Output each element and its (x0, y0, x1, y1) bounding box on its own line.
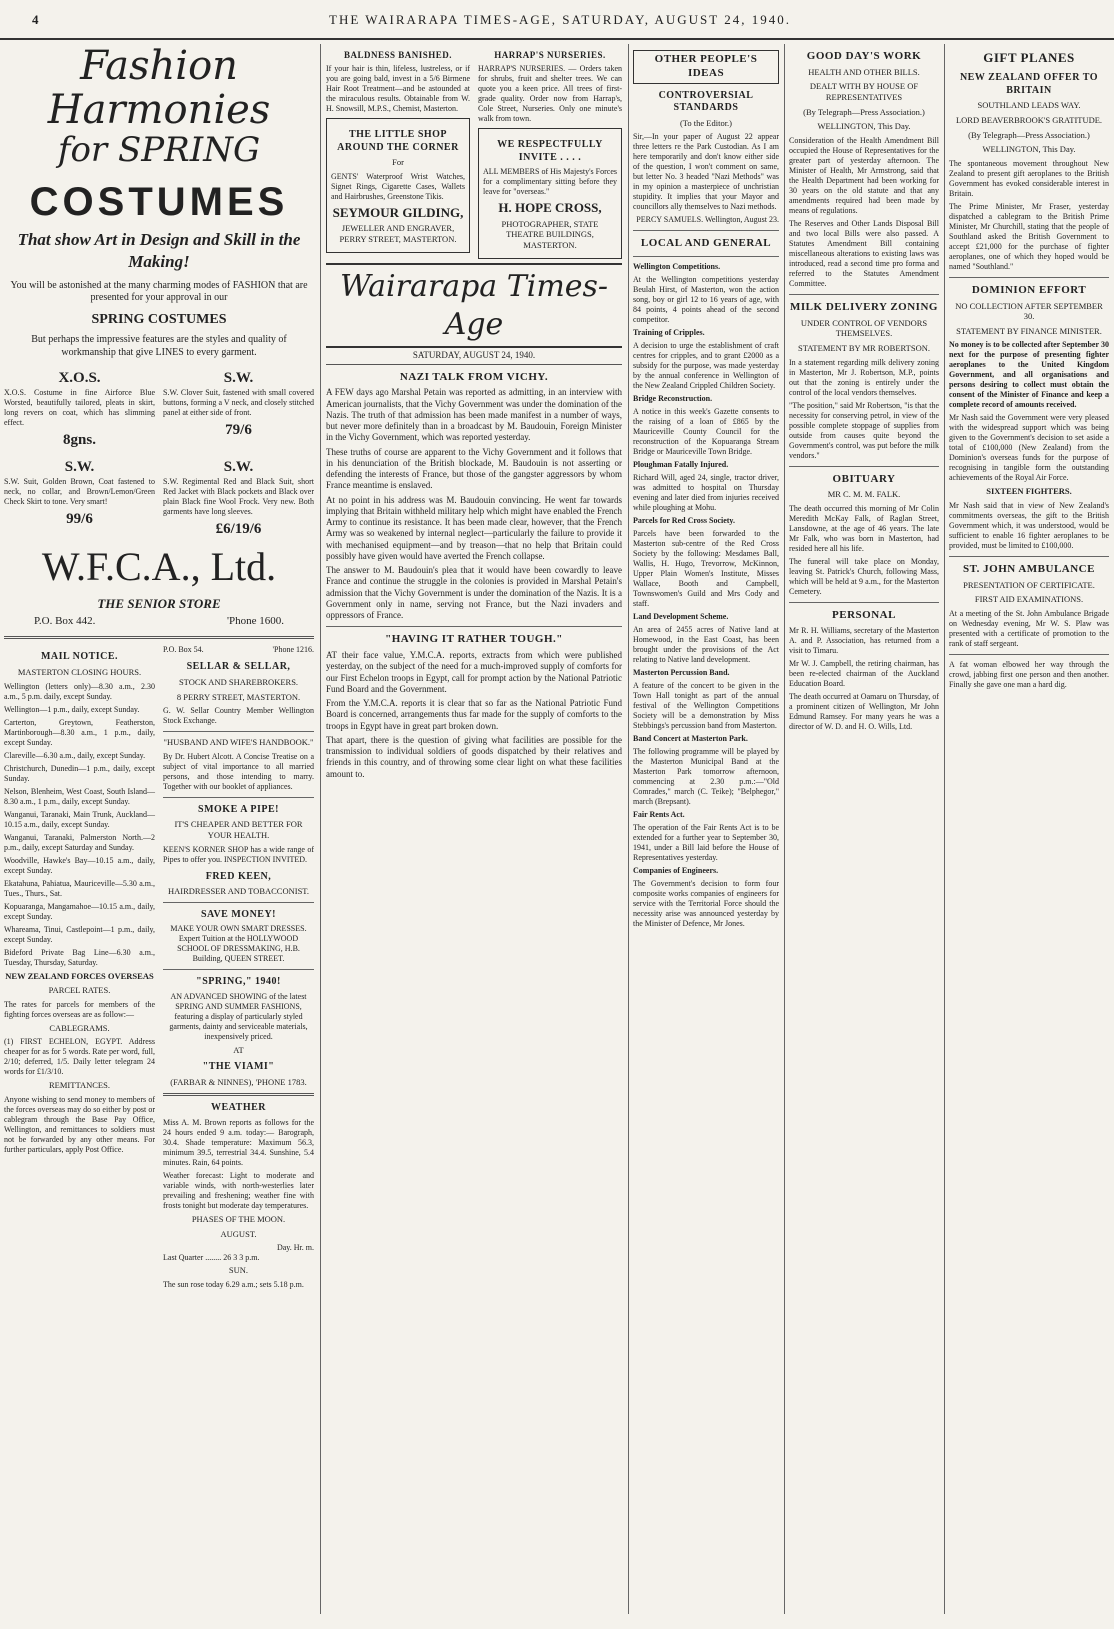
mail-line: Christchurch, Dunedin—1 p.m., daily, except Sunday. (4, 763, 155, 783)
spring-1940-title: "SPRING," 1940! (196, 976, 281, 988)
remittances-title: REMITTANCES. (49, 1080, 110, 1091)
moon-month: AUGUST. (220, 1228, 257, 1239)
obituary-name: MR C. M. M. FALK. (827, 489, 901, 500)
mail-line: Wanganui, Taranaki, Main Trunk, Auckland—10.15 a.m., daily, except Sunday. (4, 809, 155, 829)
moon-title: PHASES OF THE MOON. (191, 1213, 286, 1224)
harmonies-title: Harmonies (47, 87, 271, 133)
fashion-intro: You will be astonished at the many charming modes of FASHION that are presented for your approval in our (10, 279, 308, 304)
seymour-gilding: SEYMOUR GILDING, (332, 204, 464, 220)
baldness-title: BALDNESS BANISHED. (343, 50, 453, 60)
fashion-body: But perhaps the impressive features are the styles and quality of workmanship that give LINES to every garment. (31, 334, 287, 358)
news-item-text: The operation of the Fair Rents Act is to be extended for a further year to September 30, 1941, under a Bill laid before the House of Representatives yesterday. (633, 822, 779, 862)
good-days-work-title: GOOD DAY'S WORK (806, 50, 922, 62)
hope-cross: H. HOPE CROSS, (498, 200, 602, 216)
column-rule (320, 44, 321, 1614)
editorial-section (326, 44, 622, 1614)
fred-keen-sub: HAIRDRESSER AND TOBACCONIST. (168, 886, 309, 897)
mail-line: Kopuaranga, Mangamahoe—10.15 a.m., daily, except Sunday. (4, 901, 155, 921)
article-para: The death occurred at Oamaru on Thursday, of a prominent citizen of Wellington, Mr John Edmund Ramsey. For many years he was a director of W. D. and H. O. Wills, Ltd. (789, 691, 939, 731)
handbook-text: By Dr. Hubert Alcott. A Concise Treatise on a subject of vital importance to all married persons, and those intending to marry. Together with our booklet of appliances. (163, 751, 314, 791)
newspaper-title: THE WAIRARAPA TIMES-AGE, SATURDAY, AUGUST 24, 1940. (329, 12, 791, 27)
mail-notice-sub: MASTERTON CLOSING HOURS. (17, 666, 142, 677)
gift-planes-column (949, 44, 1109, 1614)
news-item-text: A decision to urge the establishment of craft centres for cripples, and to grant £2000 as a subsidy for the purpose, was made yesterday by the annual conference in Wellington of the New Zealand Crippled Children Society. (633, 340, 779, 390)
mail-line: Ekatahuna, Pahiatua, Mauriceville—5.30 a.m., Tues., Thurs., Sat. (4, 878, 155, 898)
news-item-text: The following programme will be played by the Masterton Municipal Band at the Masterton Park tomorrow afternoon, commencing at 2.30 p.m.:—"Old Comrades," march (C. Teike); "Belphegor," march (Brepsant). (633, 746, 779, 806)
to-editor: (To the Editor.) (679, 117, 733, 128)
news-item-heading: Ploughman Fatally Injured. (633, 459, 729, 469)
smoke-sub: IT'S CHEAPER AND BETTER FOR YOUR HEALTH. (174, 819, 303, 840)
costume-code: S.W. (64, 458, 95, 475)
wfca-brand: W.F.C.A., Ltd. (41, 544, 277, 590)
harrap-title: HARRAP'S NURSERIES. (494, 50, 606, 60)
news-item-text: Parcels have been forwarded to the Masterton sub-centre of the Red Cross Society by the following: Mesdames Ball, Wallis, H. Hugo, Trevorrow, McKinnon, Upper Plain Women's Institute, Misses Wallace, Booth and Campbell, Townswomen's Guild and Mrs Cody and staff. (633, 528, 779, 608)
costume-desc: X.O.S. Costume in fine Airforce Blue Worsted, beautifully tailored, pleats in skirt, long revers on coat, which has slimming effect. (4, 388, 155, 428)
costume-desc: S.W. Regimental Red and Black Suit, short Red Jacket with Black pockets and Black over plain Black fine Wool Frock. Very new. Both garments have long sleeves. (163, 476, 314, 516)
southland-sub: SOUTHLAND LEADS WAY. (977, 100, 1081, 111)
viami-title: "THE VIAMI" (202, 1061, 275, 1073)
editorial-para: A FEW days ago Marshal Petain was reported as admitting, in an interview with American journalists, that the Vichy Government was under the domination of the Nazis. The truth of that admission has been made manifest in a number of ways, but never more definitely than in a broadcast by M. Baudouin, Foreign Minister in the Vichy Government, which was reported yesterday. (326, 387, 622, 443)
invite-title: WE RESPECTFULLY INVITE . . . . (497, 139, 603, 163)
mail-line: Wanganui, Taranaki, Palmerston North.—2 p.m., daily, except Saturday and Sunday. (4, 832, 155, 852)
news-item (633, 328, 779, 391)
smoke-title: SMOKE A PIPE! (198, 803, 279, 815)
mail-line: Clareville—6.30 a.m., daily, except Sunday. (4, 750, 146, 760)
news-item (633, 612, 779, 665)
mail-line: Woodville, Hawke's Bay—10.15 a.m., daily, except Sunday. (4, 855, 155, 875)
newspaper-nameplate: Wairarapa Times-Age (326, 263, 622, 348)
news-item-text: A notice in this week's Gazette consents to the raising of a loan of £865 by the Mauriceville County Council for the reconstruction of the Kopuaranga Stream Bridge or Mauriceville Town Bridge. (633, 406, 779, 456)
health-bills-sub: HEALTH AND OTHER BILLS. (808, 66, 920, 77)
forces-title: NEW ZEALAND FORCES OVERSEAS (5, 970, 154, 981)
parliament-column (789, 44, 939, 1614)
costume-price: 99/6 (66, 510, 93, 527)
sun-title: SUN. (228, 1265, 249, 1276)
house-sub: DEALT WITH BY HOUSE OF REPRESENTATIVES (809, 81, 919, 102)
senior-store: THE SENIOR STORE (97, 596, 221, 612)
cablegrams-text: (1) FIRST ECHELON, EGYPT. Address cheaper for as for 5 words. Rate per word, full, 2/10; deferred, 1/5. Daily letter telegram 24 words for £1/3/10. (4, 1037, 155, 1077)
milk-zoning-title: MILK DELIVERY ZONING (790, 300, 938, 313)
column-rule (944, 44, 945, 1614)
hope-sub: PHOTOGRAPHER, STATE THEATRE BUILDINGS, MASTERTON. (501, 218, 599, 250)
other-peoples-ideas-title: OTHER PEOPLE'S IDEAS (633, 50, 779, 84)
news-item (633, 394, 779, 457)
editorial-para: That apart, there is the question of giving what facilities are possible for the transmission to individual soldiers of goods dispatched by their relatives and friends in this country, and of throwing some clear light on what these facilities amount to. (326, 734, 622, 779)
wellington-dateline: WELLINGTON, This Day. (982, 144, 1076, 155)
costume-desc: S.W. Suit, Golden Brown, Coat fastened to neck, no collar, and Brown/Lemon/Green Check Skirt to tone. Very smart! (4, 476, 155, 506)
weather-title: WEATHER (211, 1102, 266, 1114)
news-item (633, 262, 779, 325)
telegraph-credit: (By Telegraph—Press Association.) (968, 129, 1090, 140)
viami-at: AT (233, 1044, 244, 1055)
fred-keen: FRED KEEN, (205, 870, 272, 882)
article-para: The funeral will take place on Monday, leaving St. Patrick's Church, following Mass, which will be held at 9 a.m., for the Masterton Cemetery. (789, 556, 939, 596)
st-john-title: ST. JOHN AMBULANCE (963, 563, 1095, 575)
mail-line: Wellington (letters only)—8.30 a.m., 2.30 a.m., 5 p.m. daily, except Sunday. (4, 681, 155, 701)
milk-zoning-statement: STATEMENT BY MR ROBERTSON. (798, 342, 930, 353)
news-item (633, 668, 779, 731)
cablegrams-title: CABLEGRAMS. (49, 1022, 110, 1033)
handbook-title: "HUSBAND AND WIFE'S HANDBOOK." (163, 737, 314, 748)
costume-code: S.W. (223, 458, 254, 475)
sellar-address: 8 PERRY STREET, MASTERTON. (176, 691, 301, 702)
editorial-date: SATURDAY, AUGUST 24, 1940. (326, 348, 622, 364)
invite-text: ALL MEMBERS of His Majesty's Forces for a complimentary sitting before they leave for "overseas." (483, 167, 617, 197)
costume-price: 8gns. (63, 432, 96, 449)
sellar-sub: STOCK AND SHAREBROKERS. (178, 676, 299, 687)
moon-head: Day. Hr. m. (276, 1243, 314, 1253)
costume-code: S.W. (223, 370, 254, 387)
fashion-phone: 'Phone 1600. (227, 614, 284, 627)
costume-code: X.O.S. (58, 370, 101, 387)
gift-planes-sub: NEW ZEALAND OFFER TO BRITAIN (959, 72, 1099, 96)
sellar-note: G. W. Sellar Country Member Wellington Stock Exchange. (163, 706, 314, 726)
parcel-rates-title: PARCEL RATES. (48, 985, 111, 996)
finance-minister-sub: STATEMENT BY FINANCE MINISTER. (956, 325, 1102, 336)
mail-line: Nelson, Blenheim, West Coast, South Island—8.30 a.m., 1 p.m., daily, except Sunday. (4, 786, 155, 806)
editorial-para: At no point in his address was M. Baudouin convincing. He went far towards implying that Britain withheld military help which might have enabled the French Army to continue its resistance. It has been made clear, however, that the French Army was so weakened by internal neglect—particularly the failure to provide it with mechanised equipment—and by treason—that no help that Britain could possibly have given would have averted the French collapse. (326, 494, 622, 561)
news-item (633, 460, 779, 513)
news-item-text: An area of 2455 acres of Native land at Homewood, in the East Coast, has been brought under the provisions of the Act relating to Native land development. (633, 624, 779, 664)
seymour-sub: JEWELLER AND ENGRAVER, PERRY STREET, MASTERTON. (339, 223, 457, 244)
costume-price: £6/19/6 (215, 520, 262, 537)
moon-row: Last Quarter ........ 26 3 3 p.m. (163, 1253, 260, 1263)
news-item-heading: Fair Rents Act. (633, 809, 685, 819)
news-item-heading: Band Concert at Masterton Park. (633, 733, 748, 743)
article-para: "The position," said Mr Robertson, "is that the necessity for conserving petrol, in view of the possible complete stoppage of supplies from outside from causes quite beyond the Government's control, was put before the milk vendors." (789, 400, 939, 460)
mail-line: Wellington—1 p.m., daily, except Sunday. (4, 704, 140, 714)
spring-title: for SPRING (57, 130, 261, 170)
costumes-headline: COSTUMES (29, 180, 289, 225)
editorial-headline-2: "HAVING IT RATHER TOUGH." (385, 633, 563, 646)
costume-item (163, 369, 314, 450)
letter-text: Sir,—In your paper of August 22 appear three letters re the Park Custodian. As I am here temporarily and don't know either side of the question, I won't comment on same, but letter No. 3 headed "Nazi Methods" was in my opinion a masterpiece of unchristian stupidity. It implies that your Mayor and councillors ally themselves to Nazi methods. (633, 132, 779, 212)
news-item-heading: Wellington Competitions. (633, 261, 721, 271)
costume-item (4, 458, 155, 539)
news-item-heading: Masterton Percussion Band. (633, 667, 730, 677)
column-rule (628, 44, 629, 1614)
personal-title: PERSONAL (832, 608, 896, 621)
weather-text: Miss A. M. Brown reports as follows for the 24 hours ended 9 a.m. today:— Barograph, 30.4. Shade temperature: Maximum 56.3, minimum 39.5, terrestrial 34.4. Sunshine, 5.4 minutes. Rain, 64 points. (163, 1117, 314, 1167)
first-aid-sub: FIRST AID EXAMINATIONS. (974, 594, 1084, 605)
weather-forecast: Weather forecast: Light to moderate and variable winds, with north-westerlies later prevailing and freshening; weather fine with frosts tonight but moderate day temperatures. (163, 1170, 314, 1210)
article-para: A fat woman elbowed her way through the crowd, jabbing first one person and then another. Finally she gave one man a hard dig. (949, 660, 1109, 689)
dominion-effort-title: DOMINION EFFORT (971, 283, 1087, 296)
news-item-text: Richard Will, aged 24, single, tractor driver, was admitted to hospital on Thursday evening and later died from injuries received while ploughing at Mohu. (633, 472, 779, 512)
no-collection-sub: NO COLLECTION AFTER SEPTEMBER 30. (955, 300, 1103, 322)
mail-notice-title: MAIL NOTICE. (40, 651, 119, 663)
article-para: The death occurred this morning of Mr Colin Meredith McKay Falk, of Raglan Street, Lansdowne, at the age of 46 years. The late Mr Falk, who was born in Masterton, had resided here all his life. (789, 503, 939, 553)
article-para: The Reserves and Other Lands Disposal Bill and two local Bills were also passed. A Statutes Amendment Bill containing miscellaneous alterations to existing laws was introduced, read a second time pro forma and referred to the Statutes Amendment Committee. (789, 218, 939, 288)
costume-price: 79/6 (225, 422, 252, 439)
sellar-title: SELLAR & SELLAR, (186, 661, 291, 673)
article-para: The Prime Minister, Mr Fraser, yesterday dispatched a cablegram to the British Prime Minister, Mr Churchill, stating that the people of Southland asked the British Government to accept £21,000 for the purchase of fighter aeroplanes, one of which they hoped would be named "Southland." (949, 201, 1109, 271)
news-item (633, 734, 779, 807)
spring-costumes-heading: SPRING COSTUMES (91, 311, 227, 327)
article-para: Mr Nash said that in view of New Zealand's commitments overseas, the gift to the British Government which, it was understood, would be sufficient to enable 16 fighter aeroplanes to be provided, must be limited to £100,000. (949, 501, 1109, 550)
news-item (633, 516, 779, 609)
left-section (4, 44, 314, 1614)
little-shop-title: THE LITTLE SHOP AROUND THE CORNER (337, 129, 459, 153)
costumes-tagline: That show Art in Design and Skill in the Making! (17, 230, 301, 271)
article-para: The spontaneous movement throughout New Zealand to present gift aeroplanes to the British Government has evoked considerable interest in Britain. (949, 158, 1109, 198)
save-money-text: MAKE YOUR OWN SMART DRESSES. Expert Tuition at the HOLLYWOOD SCHOOL OF DRESSMAKING, H.B. Building, QUEEN STREET. (170, 924, 307, 964)
news-item-heading: Land Development Scheme. (633, 611, 729, 621)
editorial-para: The answer to M. Baudouin's plea that it would have been cowardly to leave France and continue the struggle in the colonies is provided in Marshal Petain's admission that the Vichy Government is under the domination of the Nazis. It is a Government only in name, serving not France, but the Nazi invaders and oppressors of France. (326, 565, 622, 621)
news-item-text: The Government's decision to form four composite works companies of engineers for service with the Territorial Force should the necessity arise was announced yesterday by the Minister of Defence, Mr Jones. (633, 878, 779, 928)
news-item-heading: Training of Cripples. (633, 327, 705, 337)
mail-line: Bideford Private Bag Line—6.30 a.m., Tuesday, Thursday, Saturday. (4, 947, 155, 967)
mail-line: Carterton, Greytown, Featherston, Martinborough—8.30 a.m., 1 p.m., daily, except Sunday. (4, 717, 155, 747)
costume-item (163, 458, 314, 539)
article-para: No money is to be collected after September 30 next for the purpose of presenting fighter aeroplanes to the United Kingdom Government, and all organisations and persons desiring to collect must obtain the consent of the Minister of Finance and keep a complete record of amounts received. (949, 340, 1109, 410)
harrap-text: HARRAP'S NURSERIES. — Orders taken for shrubs, fruit and shelter trees. We can quote you a keen price. All trees of first-grade quality. Order now from Harrap's, Cole Street, Nurseries. Only one minute's walk from town. (478, 64, 622, 124)
news-item-heading: Bridge Reconstruction. (633, 393, 713, 403)
editorial-headline: NAZI TALK FROM VICHY. (399, 370, 549, 383)
article-para: Mr R. H. Williams, secretary of the Masterton A. and P. Association, has returned from a visit to Timaru. (789, 625, 939, 655)
page-masthead (0, 0, 1114, 40)
fashion-ad (4, 44, 314, 630)
small-ads-column (163, 645, 314, 1292)
page-number: 4 (32, 12, 39, 27)
little-shop-for: For (392, 157, 404, 168)
controversial-title: CONTROVERSIAL STANDARDS (658, 89, 754, 113)
spring-1940-text: AN ADVANCED SHOWING of the latest SPRING AND SUMMER FASHIONS, featuring a display of particularly styled garments, dainty and serviceable materials, inexpensively priced. (169, 991, 308, 1041)
parcel-rates-text: The rates for parcels for members of the fighting forces overseas are as follow:— (4, 999, 155, 1019)
fashion-po-box: P.O. Box 442. (34, 614, 96, 627)
costume-desc: S.W. Clover Suit, fastened with small covered buttons, forming a V neck, and closely stitched panel at either side of front. (163, 388, 314, 418)
news-item-heading: Parcels for Red Cross Society. (633, 515, 735, 525)
editorial-para: AT their face value, Y.M.C.A. reports, extracts from which were published yesterday, on the subject of the need for a much-improved supply of comforts for our First Echelon troops in Egypt, call for prompt action by the National Patriotic Fund Board and the Government. (326, 650, 622, 694)
editorial-para: From the Y.M.C.A. reports it is clear that so far as the National Patriotic Fund Board is concerned, arrangements thus far made for the supply of comforts to the troops in Egypt have in great part broken down. (326, 698, 622, 731)
sellar-box: P.O. Box 54. (163, 645, 204, 655)
baldness-text: If your hair is thin, lifeless, lustreless, or if you are going bald, invest in a 5/6 Birmene Hair Root Treatment—and be astounded at the miraculous results. Obtainable from W. H. Snowsill, M.P.S., Chemist, Masterton. (326, 64, 470, 114)
article-para: Mr W. J. Campbell, the retiring chairman, has been re-elected chairman of the Auckland Education Board. (789, 658, 939, 688)
gift-planes-title: GIFT PLANES (983, 50, 1075, 65)
news-item (633, 810, 779, 863)
editorial-para: These truths of course are apparent to the Vichy Government and it follows that in his denunciation of the British blockade, M. Baudouin is not asserting or defending the interests of France, but those of the gangster aggressors by whom France meantime is enslaved. (326, 446, 622, 491)
beaverbrook-sub: LORD BEAVERBROOK'S GRATITUDE. (955, 114, 1103, 125)
sixteen-fighters-title: SIXTEEN FIGHTERS. (986, 486, 1072, 497)
keen-text: KEEN'S KORNER SHOP has a wide range of Pipes to offer you. INSPECTION INVITED. (163, 844, 314, 864)
fashion-title: Fashion (80, 44, 238, 89)
viami-sub: (FARBAR & NINNES), 'PHONE 1783. (170, 1076, 307, 1087)
obituary-title: OBITUARY (832, 472, 896, 485)
column-rule (784, 44, 785, 1614)
news-item-text: At the Wellington competitions yesterday Beulah Hirst, of Masterton, won the action song, boy or girl 12 to 16 years of age, with 84 points, 4 points ahead of the second competitor. (633, 274, 779, 324)
little-shop-text: GENTS' Waterproof Wrist Watches, Signet Rings, Cigarette Cases, Wallets and Hairbrushes, Greenstone Tikis. (331, 171, 465, 201)
milk-zoning-sub: UNDER CONTROL OF VENDORS THEMSELVES. (800, 317, 928, 339)
mail-line: Whareama, Tinui, Castlepoint—1 p.m., daily, except Sunday. (4, 924, 155, 944)
mail-notice (4, 645, 155, 1292)
article-para: In a statement regarding milk delivery zoning in Masterton, Mr J. Robertson, M.P., points out that the zoning is entirely under the control of the local vendors themselves. (789, 357, 939, 397)
news-item-heading: Companies of Engineers. (633, 865, 719, 875)
costume-item (4, 369, 155, 450)
ideas-column (633, 44, 779, 1614)
article-para: Mr Nash said the Government were very pleased with the widespread support which was being given to the Government's decision to set aside a total of £100,000 (New Zealand) from the Dominion's overseas funds for the purpose of recognising in tangible form the outstanding achievements of the Royal Air Force. (949, 413, 1109, 483)
save-money-title: SAVE MONEY! (200, 908, 277, 920)
letter-sign: PERCY SAMUELS. Wellington, August 23. (636, 215, 779, 225)
certificate-sub: PRESENTATION OF CERTIFICATE. (963, 579, 1095, 590)
article-para: Consideration of the Health Amendment Bill occupied the House of Representatives for the greater part of yesterday afternoon. The Minister of Health, Mr Armstrong, said that the Health Department had been working for 30 years on the old statute and that any amendments required had been made by means of regulations. (789, 135, 939, 215)
local-general-title: LOCAL AND GENERAL (640, 237, 772, 250)
sellar-phone: 'Phone 1216. (272, 645, 314, 655)
article-para: At a meeting of the St. John Ambulance Brigade on Wednesday evening, Mr W. S. Plaw was presented with a certificate of promotion to the rank of staff sergeant. (949, 609, 1109, 648)
wellington-dateline: WELLINGTON, This Day. (817, 121, 911, 132)
news-item (633, 866, 779, 929)
telegraph-credit: (By Telegraph—Press Association.) (803, 106, 925, 117)
news-item-text: A feature of the concert to be given in the Town Hall tonight as part of the annual festival of the Wellington Competitions Society will be a demonstration by Miss Stebbings's percussion band from Masterton. (633, 680, 779, 730)
sun-text: The sun rose today 6.29 a.m.; sets 5.18 p.m. (163, 1279, 304, 1289)
remittances-text: Anyone wishing to send money to members of the forces overseas may do so either by post or cablegram through the Base Pay Office, Wellington, and remittances to soldiers must not be forwarded by any other means. For further particulars, apply Post Office. (4, 1095, 155, 1155)
